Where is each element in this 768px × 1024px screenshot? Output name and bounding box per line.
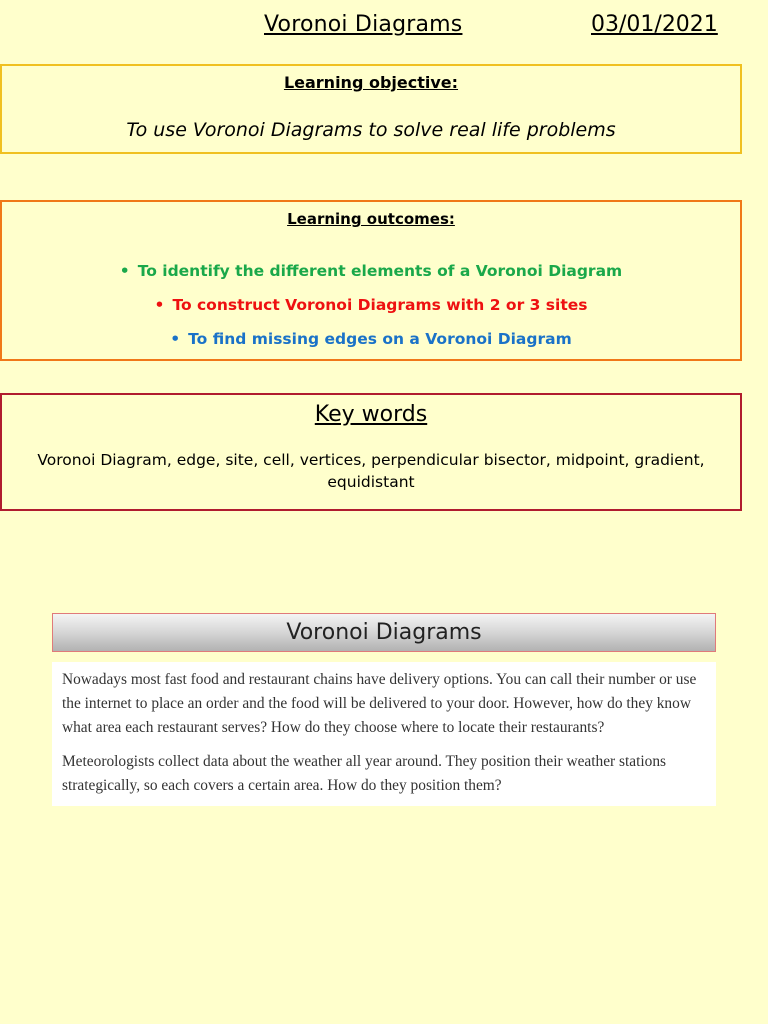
outcome-item bbox=[2, 328, 740, 350]
learning-outcomes-heading: Learning outcomes: bbox=[287, 210, 455, 228]
learning-outcomes-box bbox=[0, 200, 742, 361]
outcome-item bbox=[2, 260, 740, 282]
key-words-list: Voronoi Diagram, edge, site, cell, vertices, perpendicular bisector, midpoint, gradient, equidistant bbox=[37, 451, 705, 491]
learning-objective-text: To use Voronoi Diagrams to solve real life problems bbox=[126, 119, 616, 141]
page-title: Voronoi Diagrams bbox=[264, 12, 463, 37]
outcome-text: To construct Voronoi Diagrams with 2 or 3 sites bbox=[172, 296, 588, 314]
outcome-text: To find missing edges on a Voronoi Diagram bbox=[188, 330, 572, 348]
bullet-icon: • bbox=[170, 330, 181, 348]
article-paragraph: Meteorologists collect data about the weather all year around. They position their weather stations strategically, so each covers a certain area. How do they position them? bbox=[62, 753, 667, 794]
article-paragraph: Nowadays most fast food and restaurant chains have delivery options. You can call their number or use the internet to place an order and the food will be delivered to your door. However, how do they know what area each restaurant serves? How do they choose where to locate their restaurants? bbox=[62, 671, 697, 736]
page-date: 03/01/2021 bbox=[591, 12, 718, 37]
outcome-item bbox=[2, 294, 740, 316]
intro-article bbox=[52, 662, 716, 806]
key-words-box bbox=[0, 393, 742, 511]
learning-objective-box bbox=[0, 64, 742, 154]
outcome-text: To identify the different elements of a Voronoi Diagram bbox=[137, 262, 623, 280]
section-title-banner: Voronoi Diagrams bbox=[52, 613, 716, 652]
key-words-heading: Key words bbox=[314, 402, 428, 427]
bullet-icon: • bbox=[119, 262, 130, 280]
learning-objective-heading: Learning objective: bbox=[283, 73, 459, 92]
bullet-icon: • bbox=[154, 296, 165, 314]
